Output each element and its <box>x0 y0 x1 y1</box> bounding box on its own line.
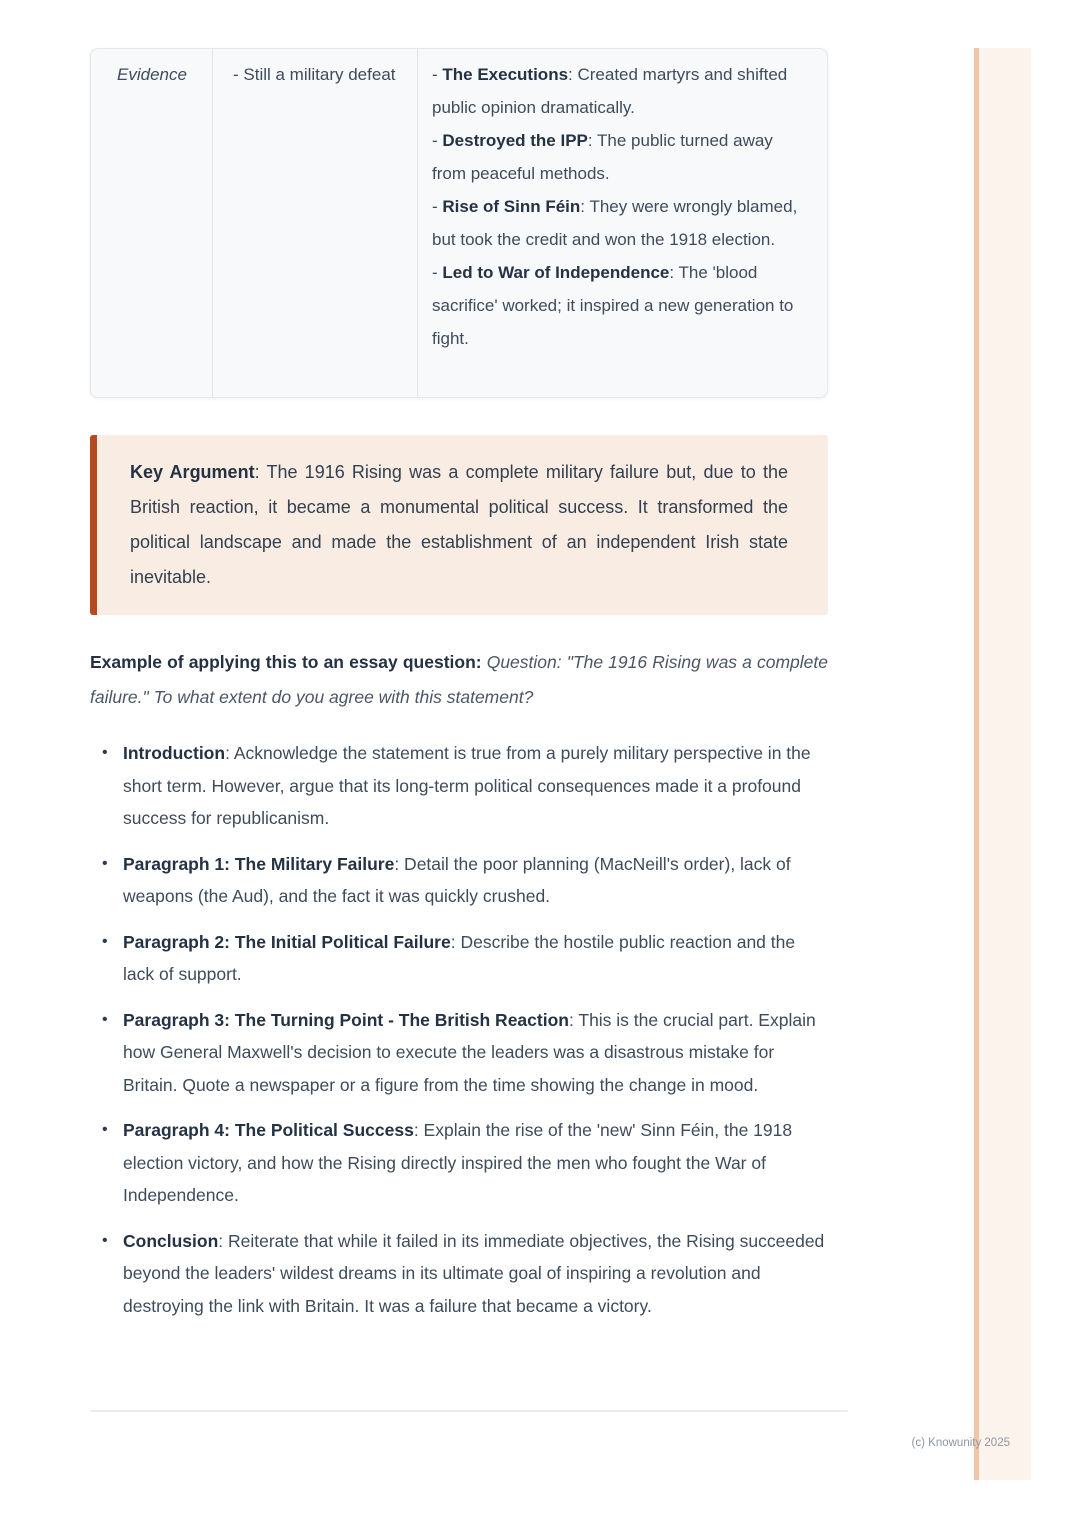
row-label-text: Evidence <box>117 65 187 84</box>
essay-plan-item <box>90 1004 828 1102</box>
detail-item <box>432 124 811 190</box>
copyright-text: (c) Knowunity 2025 <box>911 1437 1010 1449</box>
detail-sep: : <box>587 131 598 150</box>
essay-plan-item <box>90 737 828 835</box>
detail-text: The 'blood sacrifice' worked; it inspired a new generation to fight. <box>432 263 794 348</box>
essay-item-text: : This is the crucial part. Explain how General Maxwell's decision to execute the leaders was a disastrous mistake for Britain. Quote a newspaper or a figure from the time showing the change in mood. <box>123 1009 816 1095</box>
table-cell-point <box>213 49 418 397</box>
detail-item <box>432 190 811 256</box>
essay-item-text: : Detail the poor planning (MacNeill's order), lack of weapons (the Aud), and the fact it was quickly crushed. <box>123 853 791 906</box>
footer-divider <box>90 1410 848 1412</box>
essay-item-heading: Paragraph 1: The Military Failure <box>123 853 395 874</box>
key-argument-callout <box>90 435 828 615</box>
essay-plan-list <box>90 737 828 1335</box>
bullet-marker: • <box>102 1231 108 1249</box>
essay-item-heading: Paragraph 2: The Initial Political Failure <box>123 931 451 952</box>
detail-text: The public turned away from peaceful methods. <box>432 131 773 183</box>
essay-plan-item <box>90 1225 828 1323</box>
detail-term: Rise of Sinn Féin <box>442 197 581 216</box>
detail-term: Led to War of Independence <box>442 263 670 282</box>
example-question-text: Question: "The 1916 Rising was a complete failure." To what extent do you agree with this statement? <box>90 652 828 707</box>
page-edge-strip <box>974 48 1031 1480</box>
point-text: - Still a military defeat <box>233 65 396 84</box>
detail-term: The Executions <box>442 65 569 84</box>
key-argument-text: The 1916 Rising was a complete military failure but, due to the British reaction, it became a monumental political success. It transformed the political landscape and made the establishment of an independent Irish state inevitable. <box>130 462 788 587</box>
essay-item-text: : Explain the rise of the 'new' Sinn Féin, the 1918 election victory, and how the Rising directly inspired the men who fought the War of Independence. <box>123 1120 793 1205</box>
essay-plan-item <box>90 926 828 991</box>
bullet-marker: • <box>102 1010 108 1028</box>
essay-item-text: : Describe the hostile public reaction and the lack of support. <box>123 931 796 984</box>
essay-item-text: : Reiterate that while it failed in its immediate objectives, the Rising succeeded beyond the leaders' wildest dreams in its ultimate goal of inspiring a revolution and destroying the link with Britain. It was a failure that became a victory. <box>123 1230 825 1316</box>
bullet-marker: • <box>102 854 108 872</box>
essay-item-heading: Paragraph 4: The Political Success <box>123 1120 414 1140</box>
evidence-table <box>90 48 828 398</box>
detail-text: They were wrongly blamed, but took the credit and won the 1918 election. <box>432 197 798 249</box>
detail-item <box>432 256 811 355</box>
essay-item-text: : Acknowledge the statement is true from a purely military perspective in the short term. However, argue that its long-term political consequences made it a profound success for republicanism. <box>123 743 811 828</box>
key-argument-sep: : <box>254 462 267 482</box>
detail-sep: : <box>669 263 679 282</box>
detail-dash: - <box>432 131 443 150</box>
detail-dash: - <box>432 263 443 282</box>
essay-item-heading: Paragraph 3: The Turning Point - The British Reaction <box>123 1009 569 1030</box>
key-argument-label: Key Argument <box>130 462 255 482</box>
example-question-paragraph <box>90 645 828 715</box>
essay-item-heading: Introduction <box>123 743 226 763</box>
detail-sep: : <box>568 65 578 84</box>
essay-plan-item <box>90 848 828 913</box>
bullet-marker: • <box>102 1121 108 1138</box>
example-lead-in: Example of applying this to an essay question: <box>90 652 482 672</box>
detail-text: Created martyrs and shifted public opinion dramatically. <box>432 65 788 117</box>
detail-dash: - <box>432 65 443 84</box>
bullet-marker: • <box>102 744 108 761</box>
essay-plan-item <box>90 1114 828 1212</box>
detail-term: Destroyed the IPP <box>442 131 588 150</box>
table-cell-row-label <box>91 49 213 397</box>
detail-dash: - <box>432 197 443 216</box>
table-cell-details <box>418 49 827 397</box>
detail-item <box>432 58 811 124</box>
essay-item-heading: Conclusion <box>123 1230 219 1251</box>
detail-sep: : <box>580 197 590 216</box>
bullet-marker: • <box>102 932 108 950</box>
